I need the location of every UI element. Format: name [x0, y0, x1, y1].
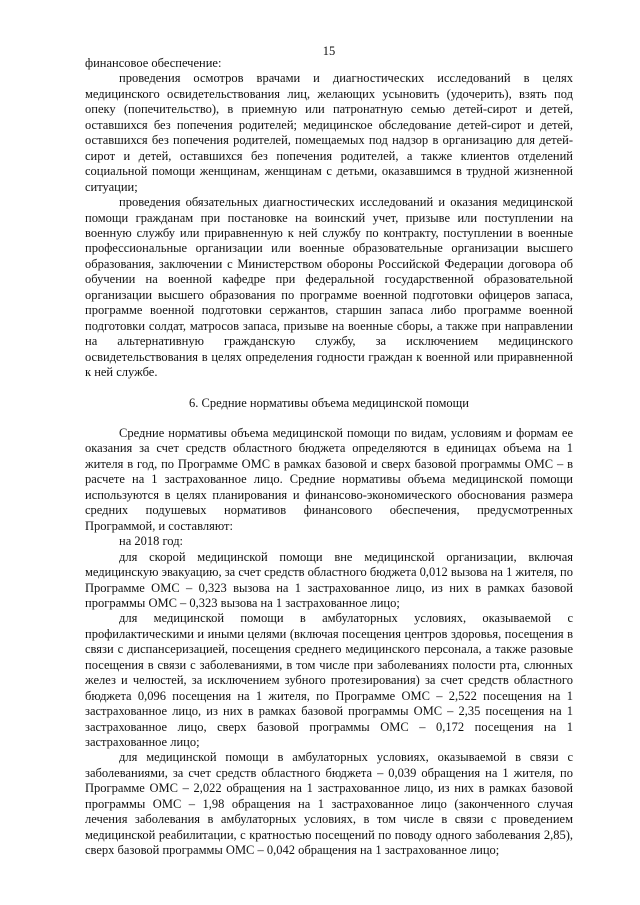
section-title: 6. Средние нормативы объема медицинской помощи	[189, 395, 469, 410]
paragraph-emergency-care: для скорой медицинской помощи вне медицинской организации, включая медицинскую эвакуацию, за счет средств областного бюджета 0,012 вызова на 1 жителя, по Программе ОМС – 0,323 вызова на 1 застрахованное лицо, из них в рамках базовой программы ОМС – 0,323 вызова на 1 застрахованное лицо;	[85, 549, 573, 610]
paragraph-year-2018: на 2018 год:	[119, 534, 184, 549]
paragraph-military-examinations: проведения обязательных диагностических исследований и оказания медицинской помощи гражданам при постановке на воинский учет, призыве или поступлении на военную службу или приравненную к ней службу по контракту, поступлении в военные профессиональные организации или военные образовательные организации высшего образования, заключении с Министерством обороны Российской Федерации договора об обучении на военной кафедре при федеральной государственной образовательной организации высшего образования по программе военной подготовки офицеров запаса, программе военной подготовки сержантов, старшин запаса либо программе военной подготовки солдат, матросов запаса, призыве на военные сборы, а также при направлении на альтернативную гражданскую службу, за исключением медицинского освидетельствования в целях определения годности граждан к военной или приравненной к ней службе.	[85, 195, 573, 380]
paragraph-outpatient-disease: для медицинской помощи в амбулаторных условиях, оказываемой в связи с заболеваниями, за счет средств областного бюджета – 0,039 обращения на 1 жителя, по Программе ОМС – 2,022 обращения на 1 застрахованное лицо, из них в рамках базовой программы ОМС – 1,98 обращения на 1 застрахованное лицо (законченного случая лечения заболевания в амбулаторных условиях, в том числе в связи с проведением медицинской реабилитации, с кратностью посещений по поводу одного заболевания 2,85), сверх базовой программы ОМС – 0,042 обращения на 1 застрахованное лицо;	[85, 750, 573, 858]
page-number: 15	[322, 44, 336, 58]
document-page	[85, 0, 573, 905]
paragraph-volume-norms-intro: Средние нормативы объема медицинской помощи по видам, условиям и формам ее оказания за счет средств областного бюджета определяются в единицах объема на 1 жителя в год, по Программе ОМС в рамках базовой и сверх базовой программы ОМС – в расчете на 1 застрахованное лицо. Средние нормативы объема медицинской помощи используются в целях планирования и финансово-экономического обоснования размера средних подушевых нормативов финансового обеспечения, предусмотренных Программой, и составляют:	[85, 425, 573, 533]
paragraph-adoption-examinations: проведения осмотров врачами и диагностических исследований в целях медицинского освидетельствования лиц, желающих усыновить (удочерить), взять под опеку (попечительство), в приемную или патронатную семью детей-сирот и детей, оставшихся без попечения родителей; медицинское обследование детей-сирот и детей, оставшихся без попечения родителей, помещаемых под надзор в организацию для детей-сирот и детей, оставшихся без попечения родителей, а также клиентов отделений социальной помощи женщинам, женщинам с детьми, оказавшимся в трудной жизненной ситуации;	[85, 71, 573, 194]
paragraph-financial-provision: финансовое обеспечение:	[85, 56, 222, 70]
document-body	[85, 56, 573, 859]
paragraph-outpatient-preventive: для медицинской помощи в амбулаторных условиях, оказываемой с профилактическими и иными целями (включая посещения центров здоровья, посещения в связи с диспансеризацией, посещения среднего медицинского персонала, а также разовые посещения в связи с заболеваниями, в том числе при заболеваниях полости рта, слюнных желез и челюстей, за исключением зубного протезирования) за счет средств областного бюджета 0,096 посещения на 1 жителя, по Программе ОМС – 2,522 посещения на 1 застрахованное лицо, из них в рамках базовой программы ОМС – 2,35 посещения на 1 застрахованное лицо, сверх базовой программы ОМС – 0,172 посещения на 1 застрахованное лицо;	[85, 611, 573, 750]
